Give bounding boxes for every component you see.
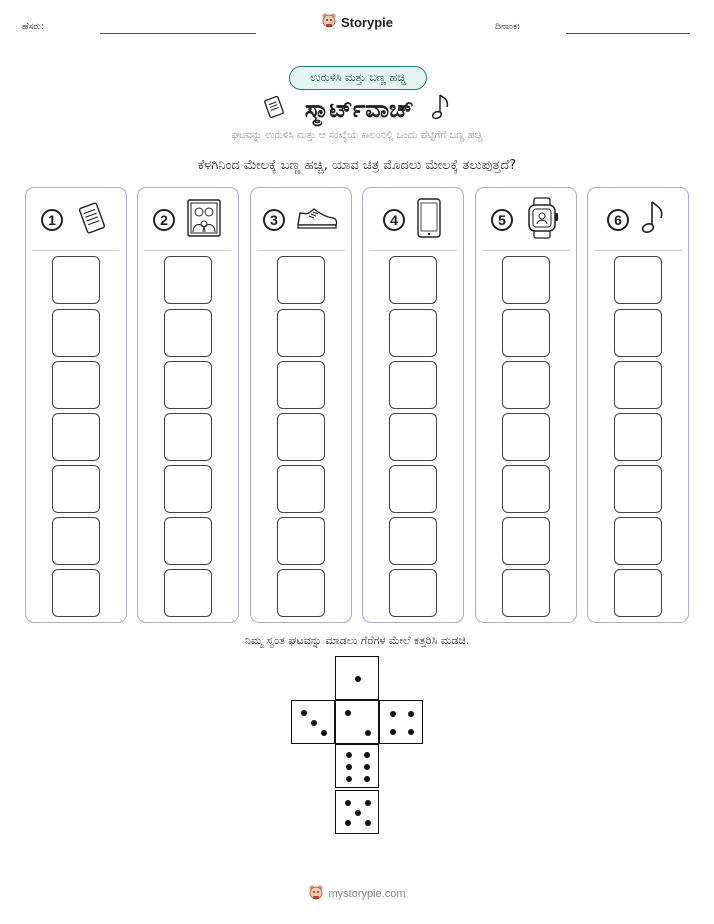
- color-box[interactable]: [164, 569, 212, 617]
- color-box[interactable]: [52, 256, 100, 304]
- color-box[interactable]: [277, 517, 325, 565]
- color-box[interactable]: [389, 361, 437, 409]
- column-divider: [482, 250, 570, 251]
- column-number: 5: [491, 209, 513, 231]
- book-icon: [261, 94, 287, 124]
- page-title: ಸ್ಮಾರ್ಟ್‌ವಾಚ್: [304, 95, 414, 123]
- color-box[interactable]: [614, 413, 662, 461]
- column-number: 4: [383, 209, 405, 231]
- dice-pip: [346, 752, 352, 758]
- column-divider: [32, 250, 120, 251]
- column-divider: [369, 250, 457, 251]
- column-3: [250, 187, 352, 623]
- column-divider: [144, 250, 232, 251]
- color-box[interactable]: [52, 569, 100, 617]
- music-note-icon: [639, 198, 669, 242]
- dice-face-5: [335, 790, 379, 834]
- color-box[interactable]: [389, 256, 437, 304]
- name-line: [100, 33, 256, 34]
- dice-pip: [364, 776, 370, 782]
- color-box[interactable]: [277, 361, 325, 409]
- dice-pip: [365, 820, 371, 826]
- dice-pip: [365, 800, 371, 806]
- column-6: [587, 187, 689, 623]
- date-label: ದಿನಾಂಕ:: [495, 22, 521, 32]
- color-box[interactable]: [614, 309, 662, 357]
- color-box[interactable]: [614, 256, 662, 304]
- dice-pip: [365, 730, 371, 736]
- color-box[interactable]: [502, 465, 550, 513]
- music-note-icon: [431, 92, 453, 126]
- dice-face-6: [335, 744, 379, 788]
- color-box[interactable]: [277, 256, 325, 304]
- color-box[interactable]: [277, 569, 325, 617]
- dice-pip: [355, 810, 361, 816]
- color-box[interactable]: [389, 569, 437, 617]
- color-box[interactable]: [277, 465, 325, 513]
- date-line: [566, 33, 690, 34]
- dice-pip: [390, 729, 396, 735]
- question: ಕೆಳಗಿನಿಂದ ಮೇಲಕ್ಕೆ ಬಣ್ಣ ಹಚ್ಚಿ, ಯಾವ ಚಿತ್ರ ಮೊದಲು ಮೇಲಕ್ಕೆ ತಲುಪುತ್ತದೆ?: [197, 158, 517, 173]
- footer-url: mystorypie.com: [328, 888, 406, 900]
- column-header: [138, 200, 238, 240]
- color-box[interactable]: [502, 413, 550, 461]
- color-box[interactable]: [502, 256, 550, 304]
- dice-pip: [345, 710, 351, 716]
- color-box[interactable]: [164, 465, 212, 513]
- color-box[interactable]: [164, 361, 212, 409]
- column-divider: [594, 250, 682, 251]
- column-number: 1: [41, 209, 63, 231]
- storypie-logo-icon: [308, 884, 324, 904]
- activity-tag: ಉರುಳಿಸಿ ಮತ್ತು ಬಣ್ಣ ಹಚ್ಚಿ: [289, 66, 427, 90]
- column-header: [476, 200, 576, 240]
- page-title-row: [0, 92, 714, 126]
- column-divider: [257, 250, 345, 251]
- column-5: [475, 187, 577, 623]
- color-box[interactable]: [502, 569, 550, 617]
- dice-pip: [364, 764, 370, 770]
- dice-pip: [346, 776, 352, 782]
- book-icon: [73, 201, 111, 239]
- color-box[interactable]: [52, 465, 100, 513]
- dice-pip: [364, 752, 370, 758]
- color-box[interactable]: [389, 517, 437, 565]
- dice-pip: [301, 710, 307, 716]
- smartphone-icon: [415, 197, 443, 243]
- sneaker-icon: [295, 203, 339, 237]
- color-box[interactable]: [389, 413, 437, 461]
- color-box[interactable]: [164, 309, 212, 357]
- dice-pip: [390, 711, 396, 717]
- column-number: 3: [263, 209, 285, 231]
- dice-pip: [345, 820, 351, 826]
- column-number: 6: [607, 209, 629, 231]
- dice-pip: [355, 676, 361, 682]
- color-box[interactable]: [164, 256, 212, 304]
- color-box[interactable]: [502, 517, 550, 565]
- dice-pip: [321, 730, 327, 736]
- dice-pip: [311, 720, 317, 726]
- color-box[interactable]: [502, 309, 550, 357]
- color-box[interactable]: [614, 465, 662, 513]
- dice-face-1: [335, 656, 379, 700]
- dice-pip: [346, 764, 352, 770]
- color-box[interactable]: [389, 309, 437, 357]
- color-box[interactable]: [614, 361, 662, 409]
- color-box[interactable]: [389, 465, 437, 513]
- dice-face-2: [335, 700, 379, 744]
- name-label: ಹೆಸರು:: [22, 22, 45, 32]
- column-number: 2: [153, 209, 175, 231]
- color-box[interactable]: [52, 517, 100, 565]
- dice-pip: [345, 800, 351, 806]
- column-header: [26, 200, 126, 240]
- color-box[interactable]: [164, 517, 212, 565]
- column-4: [362, 187, 464, 623]
- color-box[interactable]: [614, 569, 662, 617]
- color-box[interactable]: [52, 413, 100, 461]
- column-header: [588, 200, 688, 240]
- brand-header: [0, 12, 714, 32]
- dice-face-4: [379, 700, 423, 744]
- family-photo-icon: [185, 198, 223, 242]
- subtitle: ಘಟವನ್ನು ಉರುಳಿಸಿ ಮತ್ತು ಆ ಸಂಖ್ಯೆಯ ಕಾಲಂನಲ್ಲಿ ಒಂದು ಪೆಟ್ಟಿಗೆಗೆ ಬಣ್ಣ ಹಚ್ಚಿ: [231, 130, 483, 141]
- dice-pip: [408, 729, 414, 735]
- brand-name: Storypie: [340, 14, 393, 30]
- column-header: [363, 200, 463, 240]
- storypie-logo-icon: [321, 12, 337, 32]
- color-box[interactable]: [277, 309, 325, 357]
- color-box[interactable]: [164, 413, 212, 461]
- cut-instruction: ನಿಮ್ಮ ಸ್ವಂತ ಘಟವನ್ನು ಮಾಡಲು ಗೆರೆಗಳ ಮೇಲೆ ಕತ್ತರಿಸಿ ಮಡಚಿ.: [244, 634, 470, 647]
- color-box[interactable]: [614, 517, 662, 565]
- dice-pip: [408, 711, 414, 717]
- smartwatch-icon: [523, 197, 561, 243]
- column-1: [25, 187, 127, 623]
- column-2: [137, 187, 239, 623]
- color-box[interactable]: [277, 413, 325, 461]
- color-box[interactable]: [502, 361, 550, 409]
- color-box[interactable]: [52, 309, 100, 357]
- column-header: [251, 200, 351, 240]
- footer: [0, 884, 714, 904]
- dice-face-3: [291, 700, 335, 744]
- color-box[interactable]: [52, 361, 100, 409]
